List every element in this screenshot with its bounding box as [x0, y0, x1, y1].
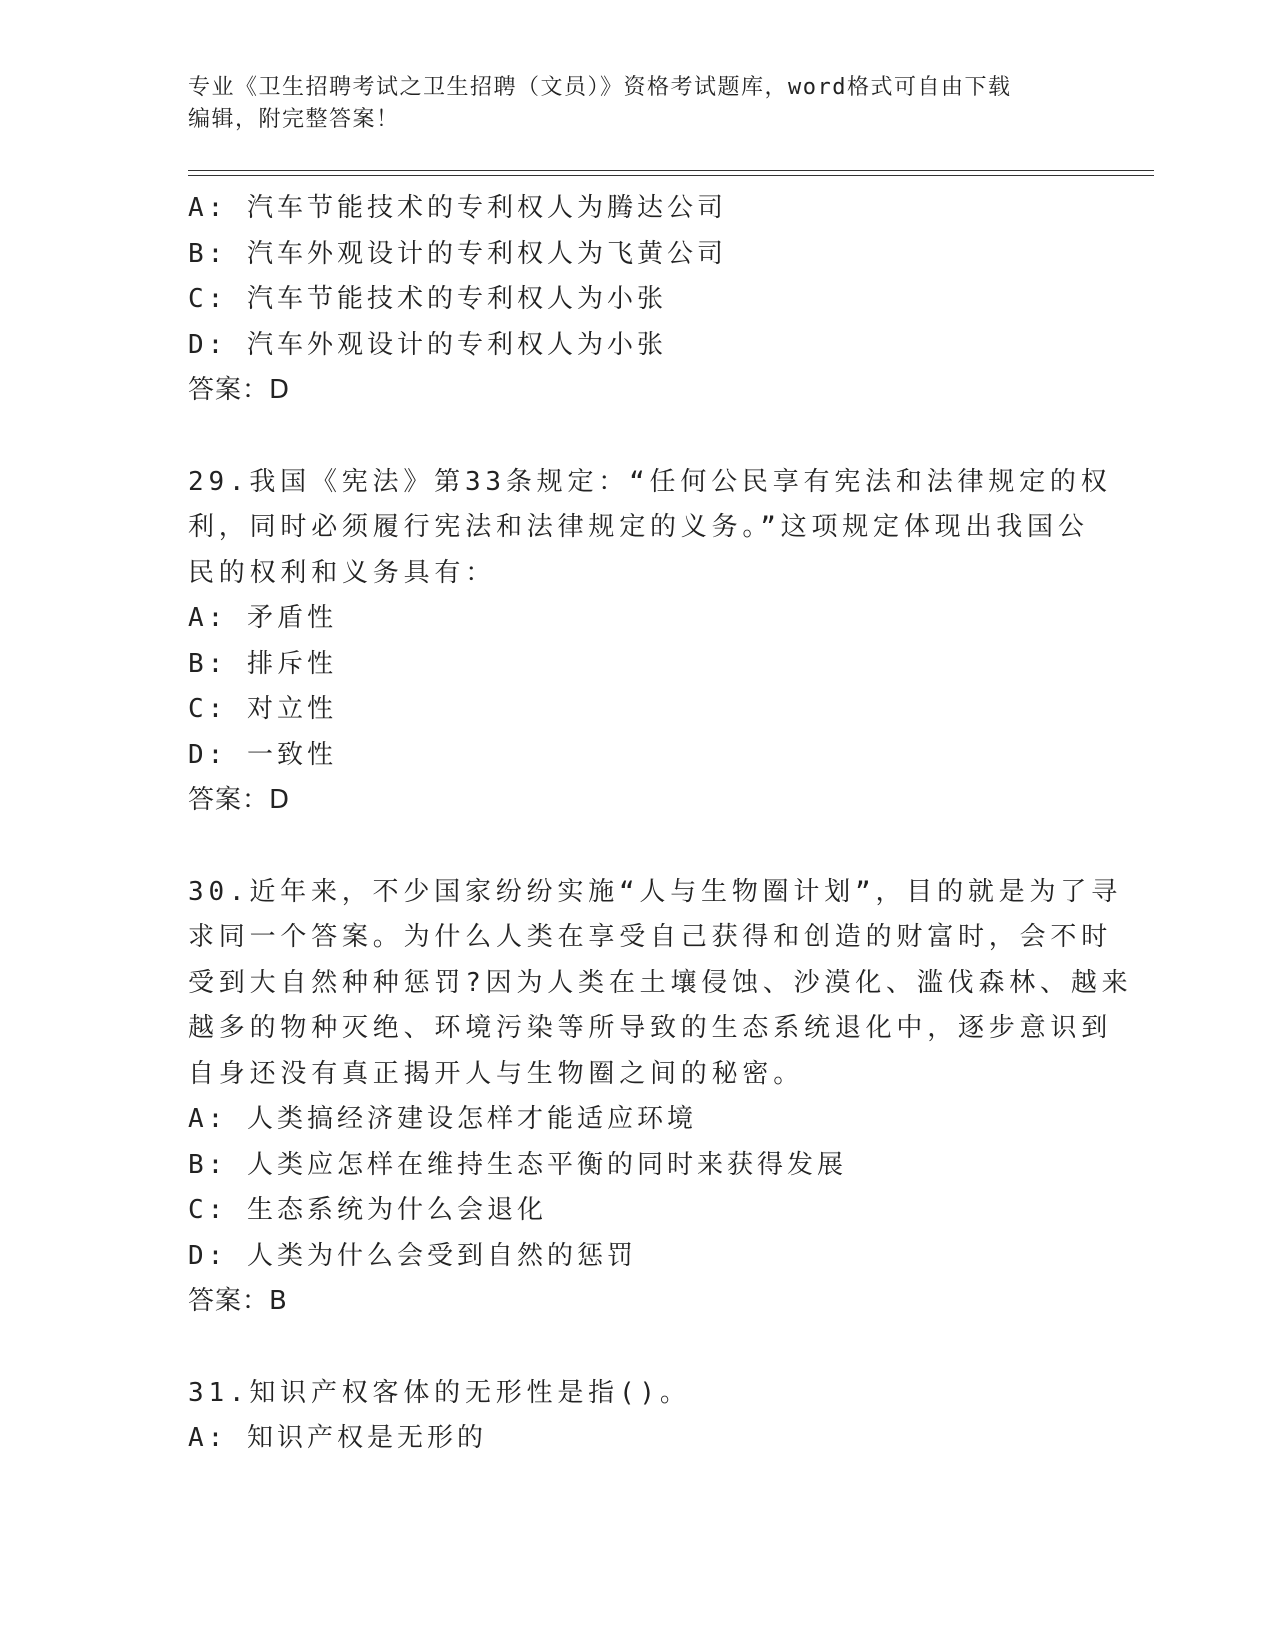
q30-answer: 答案：B	[188, 1286, 288, 1316]
question-30	[188, 870, 1133, 1325]
q30-option-c: C: 生态系统为什么会退化	[188, 1195, 547, 1225]
q30-stem-line-5: 自身还没有真正揭开人与生物圈之间的秘密。	[188, 1058, 805, 1089]
q29-option-a: A: 矛盾性	[188, 603, 337, 633]
q28-option-d: D: 汽车外观设计的专利权人为小张	[188, 329, 667, 360]
q30-option-a: A: 人类搞经济建设怎样才能适应环境	[188, 1104, 697, 1134]
question-gap	[188, 1325, 1088, 1371]
header-rule-top	[188, 170, 1154, 171]
q28-option-b: B: 汽车外观设计的专利权人为飞黄公司	[188, 238, 727, 269]
q30-option-b: B: 人类应怎样在维持生态平衡的同时来获得发展	[188, 1149, 847, 1180]
q29-option-b: B: 排斥性	[188, 648, 337, 679]
q29-stem-line-2: 利，同时必须履行宪法和法律规定的义务。”这项规定体现出我国公	[188, 512, 1089, 542]
question-list	[188, 186, 1133, 1462]
q29-option-c: C: 对立性	[188, 694, 337, 724]
q28-option-a: A: 汽车节能技术的专利权人为腾达公司	[188, 193, 727, 223]
q31-stem-line-1: 31.知识产权客体的无形性是指()。	[188, 1377, 691, 1408]
q29-answer: 答案：D	[188, 785, 291, 815]
question-31	[188, 1371, 1088, 1462]
header-rule-bottom	[188, 175, 1154, 176]
q30-stem-line-3: 受到大自然种种惩罚?因为人类在土壤侵蚀、沙漠化、滥伐森林、越来	[188, 967, 1133, 998]
q28-answer: 答案：D	[188, 375, 291, 405]
q30-stem-line-4: 越多的物种灭绝、环境污染等所导致的生态系统退化中，逐步意识到	[188, 1013, 1113, 1043]
q28-option-c: C: 汽车节能技术的专利权人为小张	[188, 284, 667, 314]
q29-stem-line-3: 民的权利和义务具有：	[188, 557, 497, 588]
q29-stem-line-1: 29.我国《宪法》第33条规定：“任何公民享有宪法和法律规定的权	[188, 466, 1112, 497]
header-line-1: 专业《卫生招聘考试之卫生招聘（文员）》资格考试题库，word格式可自由下载	[188, 75, 1012, 100]
q30-option-d: D: 人类为什么会受到自然的惩罚	[188, 1240, 637, 1271]
question-gap	[188, 414, 1088, 460]
q29-option-d: D: 一致性	[188, 739, 337, 770]
question-gap	[188, 824, 1088, 870]
question-29	[188, 460, 1112, 824]
document-header	[188, 72, 1088, 136]
header-line-2: 编辑，附完整答案！	[188, 107, 400, 132]
q31-option-a: A: 知识产权是无形的	[188, 1423, 487, 1453]
question-28	[188, 186, 1088, 414]
q30-stem-line-2: 求同一个答案。为什么人类在享受自己获得和创造的财富时，会不时	[188, 922, 1113, 952]
q30-stem-line-1: 30.近年来，不少国家纷纷实施“人与生物圈计划”，目的就是为了寻	[188, 876, 1122, 907]
